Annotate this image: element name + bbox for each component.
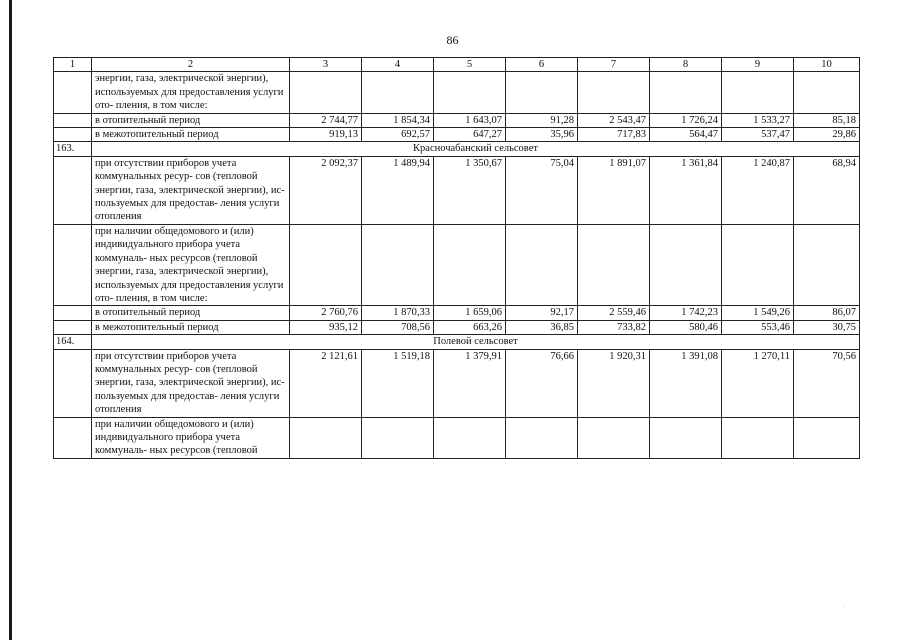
value-cell xyxy=(722,224,794,305)
page-edge-line xyxy=(9,0,12,640)
value-cell: 1 361,84 xyxy=(650,156,722,224)
value-cell: 1 870,33 xyxy=(362,306,434,320)
table-body xyxy=(54,58,860,459)
value-cell: 2 559,46 xyxy=(578,306,650,320)
value-cell: 1 920,31 xyxy=(578,349,650,417)
col-number: 7 xyxy=(578,58,650,72)
region-name: Полевой сельсовет xyxy=(92,335,860,349)
row-number-cell xyxy=(54,113,92,127)
value-cell xyxy=(794,224,860,305)
value-cell xyxy=(650,224,722,305)
value-cell: 76,66 xyxy=(506,349,578,417)
value-cell: 1 549,26 xyxy=(722,306,794,320)
description-cell: в отопительный период xyxy=(92,306,290,320)
description-cell: в отопительный период xyxy=(92,113,290,127)
value-cell xyxy=(434,224,506,305)
value-cell: 91,28 xyxy=(506,113,578,127)
description-cell: при наличии общедомового и (или) индивидуального прибора учета коммуналь- ных ресурсов (тепловой xyxy=(92,417,290,458)
column-number-row xyxy=(54,58,860,72)
value-cell: 733,82 xyxy=(578,320,650,334)
value-cell: 537,47 xyxy=(722,128,794,142)
table-row xyxy=(54,113,860,127)
value-cell xyxy=(506,72,578,113)
value-cell: 692,57 xyxy=(362,128,434,142)
value-cell: 919,13 xyxy=(290,128,362,142)
value-cell: 1 489,94 xyxy=(362,156,434,224)
value-cell: 70,56 xyxy=(794,349,860,417)
col-number: 3 xyxy=(290,58,362,72)
region-number: 164. xyxy=(54,335,92,349)
value-cell xyxy=(722,417,794,458)
description-row xyxy=(54,224,860,305)
description-cell: энергии, газа, электрической энергии), используемых для предоставления услуги ото- пления, в том числе: xyxy=(92,72,290,113)
value-cell: 708,56 xyxy=(362,320,434,334)
value-cell: 1 391,08 xyxy=(650,349,722,417)
value-cell: 1 379,91 xyxy=(434,349,506,417)
value-cell: 1 240,87 xyxy=(722,156,794,224)
value-cell xyxy=(650,417,722,458)
value-cell: 1 643,07 xyxy=(434,113,506,127)
description-cell: в межотопительный период xyxy=(92,128,290,142)
tariff-table xyxy=(53,57,860,459)
row-number-cell xyxy=(54,306,92,320)
value-cell: 36,85 xyxy=(506,320,578,334)
value-cell xyxy=(794,417,860,458)
value-cell xyxy=(578,224,650,305)
value-cell: 1 854,34 xyxy=(362,113,434,127)
col-number: 10 xyxy=(794,58,860,72)
value-cell xyxy=(506,417,578,458)
value-cell: 85,18 xyxy=(794,113,860,127)
value-cell: 29,86 xyxy=(794,128,860,142)
table-row xyxy=(54,128,860,142)
value-cell: 2 744,77 xyxy=(290,113,362,127)
col-number: 1 xyxy=(54,58,92,72)
row-number-cell xyxy=(54,128,92,142)
region-number: 163. xyxy=(54,142,92,156)
value-cell: 2 092,37 xyxy=(290,156,362,224)
value-cell xyxy=(290,72,362,113)
col-number: 2 xyxy=(92,58,290,72)
col-number: 9 xyxy=(722,58,794,72)
value-cell: 935,12 xyxy=(290,320,362,334)
description-cell: при отсутствии приборов учета коммунальных ресур- сов (тепловой энергии, газа, электрической энергии), ис- пользуемых для предостав- ления услуги отопления xyxy=(92,156,290,224)
value-cell xyxy=(578,417,650,458)
value-cell: 553,46 xyxy=(722,320,794,334)
table-row xyxy=(54,306,860,320)
region-header-row xyxy=(54,335,860,349)
value-cell xyxy=(290,417,362,458)
value-cell: 1 519,18 xyxy=(362,349,434,417)
value-cell: 663,26 xyxy=(434,320,506,334)
description-row xyxy=(54,417,860,458)
page-number: 86 xyxy=(446,33,459,47)
row-number-cell xyxy=(54,417,92,458)
value-cell xyxy=(434,417,506,458)
table-row xyxy=(54,320,860,334)
value-cell: 2 760,76 xyxy=(290,306,362,320)
row-number-cell xyxy=(54,320,92,334)
scan-speck: · xyxy=(842,602,845,611)
value-cell xyxy=(650,72,722,113)
value-cell: 68,94 xyxy=(794,156,860,224)
value-cell xyxy=(434,72,506,113)
value-cell: 1 891,07 xyxy=(578,156,650,224)
row-number-cell xyxy=(54,349,92,417)
col-number: 5 xyxy=(434,58,506,72)
col-number: 6 xyxy=(506,58,578,72)
table-row xyxy=(54,156,860,224)
value-cell: 30,75 xyxy=(794,320,860,334)
row-number-cell xyxy=(54,156,92,224)
value-cell: 580,46 xyxy=(650,320,722,334)
value-cell xyxy=(290,224,362,305)
value-cell: 75,04 xyxy=(506,156,578,224)
value-cell: 35,96 xyxy=(506,128,578,142)
description-cell: в межотопительный период xyxy=(92,320,290,334)
region-name: Красночабанский сельсовет xyxy=(92,142,860,156)
value-cell: 2 543,47 xyxy=(578,113,650,127)
value-cell: 564,47 xyxy=(650,128,722,142)
value-cell xyxy=(506,224,578,305)
value-cell xyxy=(362,417,434,458)
table-row xyxy=(54,349,860,417)
description-cell: при отсутствии приборов учета коммунальных ресур- сов (тепловой энергии, газа, электрической энергии), ис- пользуемых для предостав- ления услуги отопления xyxy=(92,349,290,417)
value-cell: 2 121,61 xyxy=(290,349,362,417)
value-cell xyxy=(578,72,650,113)
description-cell: при наличии общедомового и (или) индивидуального прибора учета коммуналь- ных ресурсов (тепловой энергии, газа, электрической энергии), используемых для предоставления услуги ото- пления, в том числе: xyxy=(92,224,290,305)
row-number-cell xyxy=(54,224,92,305)
value-cell: 1 270,11 xyxy=(722,349,794,417)
region-header-row xyxy=(54,142,860,156)
col-number: 4 xyxy=(362,58,434,72)
value-cell xyxy=(362,224,434,305)
description-row xyxy=(54,72,860,113)
value-cell: 1 726,24 xyxy=(650,113,722,127)
value-cell: 1 533,27 xyxy=(722,113,794,127)
value-cell xyxy=(794,72,860,113)
value-cell xyxy=(722,72,794,113)
row-number-cell xyxy=(54,72,92,113)
col-number: 8 xyxy=(650,58,722,72)
value-cell: 86,07 xyxy=(794,306,860,320)
value-cell: 717,83 xyxy=(578,128,650,142)
value-cell: 1 659,06 xyxy=(434,306,506,320)
value-cell: 647,27 xyxy=(434,128,506,142)
value-cell: 92,17 xyxy=(506,306,578,320)
value-cell: 1 742,23 xyxy=(650,306,722,320)
value-cell xyxy=(362,72,434,113)
value-cell: 1 350,67 xyxy=(434,156,506,224)
